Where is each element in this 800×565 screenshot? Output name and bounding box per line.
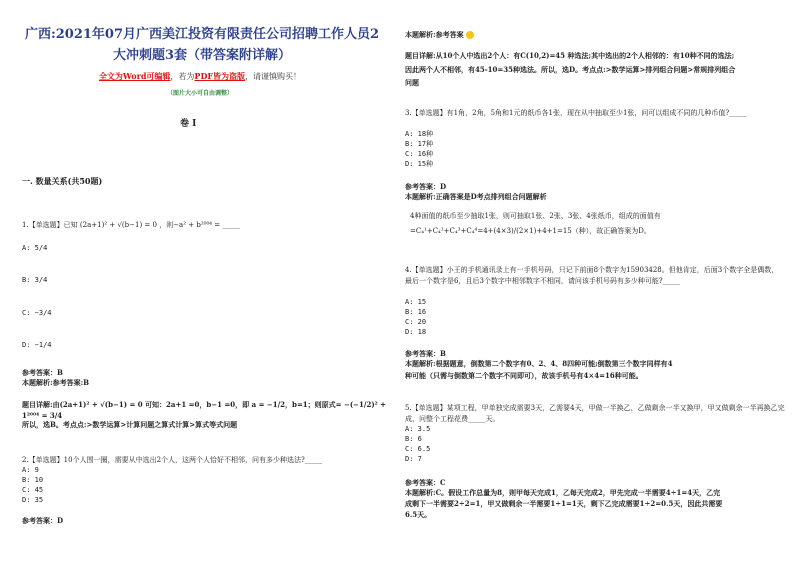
question-4-stem: 4.【单选题】小王的手机通讯录上有一手机号码，只记下前面8个数字为15903428。但他肯定，后面3个数字全是偶数，最后一个数字是6，且后3个数字中相邻数字不相同，请问该手机号码有多少种可能?_____: [405, 266, 779, 285]
q5-option-b: B: 6: [405, 435, 422, 443]
q4-option-c: C: 20: [405, 318, 427, 326]
q4-detail-1: 本题解析:根据题意，倒数第二个数字有0、2、4、8四种可能;倒数第三个数字同样有4: [405, 359, 673, 368]
q5-detail-2: 成剩下一半需要2÷2=1，甲又做剩余一半需要1÷1=1天，剩下乙完成需要1÷2=0.5天，因此共需要: [405, 499, 723, 508]
q1-formula: (2a+1)² + √(b−1) = 0: [79, 221, 157, 229]
image-size-note: （图片大小可自由调整）: [166, 90, 233, 97]
q3-option-b: B: 17种: [405, 140, 434, 148]
q2-detail-c: 问题: [405, 78, 419, 87]
q1-option-d: D: −1/4: [22, 341, 52, 349]
q1-option-b: B: 3/4: [22, 276, 48, 284]
q5-option-d: D: 7: [405, 455, 422, 463]
section-heading: 一. 数量关系(共50题): [22, 176, 103, 186]
q4-option-b: B: 16: [405, 308, 427, 316]
q1-tail: ，则−a² + b²⁰⁰⁴ = _____: [159, 221, 240, 229]
q3-option-d: D: 15种: [405, 160, 434, 168]
q4-detail-2: 种可能（只需与倒数第二个数字不同即可），故该手机号有4×4=16种可能。: [405, 371, 643, 380]
q1-detail-1: 题目详解:由(2a+1)² + √(b−1) = 0 可知：2a+1 =0，b−1 =0，即 a = −1/2，b=1；则原式= −(−1/2)² + 1²⁰⁰⁴ = 3/4: [22, 400, 387, 420]
question-1-stem: [22, 220, 382, 231]
q3-analysis: 本题解析:正确答案是D考点排列组合问题解析: [405, 192, 547, 201]
document-title: [22, 24, 382, 66]
title-line-2: 大冲刺题3套（带答案附详解）: [112, 48, 292, 63]
q2-analysis-label: 本题解析:参考答案: [405, 30, 464, 39]
q2-detail-b: 因此两个人不相邻，有45-10=35种选法。所以，选D。考点点:>数学运算>排列组合问题>常规排列组合: [405, 65, 736, 74]
q3-explain-1: 4种面值的纸币至少抽取1张，则可抽取1张、2张、3张、4张纸币，组成的面值有: [410, 212, 661, 220]
q2-detail-a: 题目详解:从10个人中选出2个人：有C(10,2)=45 种选法;其中选出的2个人相邻的：有10种不同的选法;: [405, 51, 735, 60]
title-line-1: 广西:2021年07月广西美江投资有限责任公司招聘工作人员2: [24, 27, 380, 42]
q5-option-c: C: 6.5: [405, 445, 431, 453]
q1-analysis: 本题解析:参考答案:B: [22, 378, 90, 387]
q2-option-a: A: 9: [22, 466, 39, 474]
notice-pdf-pirated: PDF皆为盗版: [194, 71, 246, 81]
q5-detail-3: 6.5天。: [405, 510, 432, 519]
q4-answer: 参考答案：B: [405, 349, 446, 358]
q2-option-c: C: 45: [22, 486, 44, 494]
edit-notice: [50, 70, 350, 83]
q1-answer: 参考答案：B: [22, 368, 63, 377]
volume-heading: 卷 I: [180, 119, 197, 129]
q4-option-a: A: 15: [405, 298, 427, 306]
q5-option-a: A: 3.5: [405, 425, 431, 433]
smiley-icon: [466, 31, 474, 39]
q1-detail-2: 所以，选B。考点点:>数学运算>计算问题之算式计算>算式等式问题: [22, 420, 238, 429]
q4-option-d: D: 18: [405, 328, 427, 336]
notice-mid: ，若为: [170, 72, 195, 81]
q3-answer: 参考答案：D: [405, 182, 447, 191]
notice-word-editable: 全文为Word可编辑: [98, 71, 171, 81]
q3-option-a: A: 18种: [405, 130, 434, 138]
question-3-stem: 3.【单选题】有1角，2角，5角和1元的纸币各1张，现在从中抽取至少1张，问可以组成不同的几种币值?_____: [405, 109, 747, 117]
q5-detail-1: 本题解析:C。假设工作总量为8，则甲每天完成1，乙每天完成2，甲先完成一半需要4÷1=4天，乙完: [405, 488, 721, 497]
q5-answer: 参考答案：C: [405, 478, 446, 487]
q1-option-c: C: −3/4: [22, 309, 52, 317]
q2-analysis: [405, 30, 474, 41]
q3-explain-2: =C₄¹+C₄²+C₄³+C₄⁴=4+(4×3)/(2×1)+4+1=15（种），故正确答案为D。: [410, 227, 651, 235]
q3-option-c: C: 16种: [405, 150, 434, 158]
q1-stem: 1.【单选题】已知: [22, 221, 78, 229]
q2-option-d: D: 35: [22, 496, 44, 504]
question-2-stem: 2.【单选题】10个人围一圈，需要从中选出2个人，这两个人恰好不相邻，问有多少种选法?_____: [22, 456, 323, 464]
notice-end: ，请谨慎购买！: [245, 72, 302, 81]
question-5-stem: 5.【单选题】某项工程，甲单独完成需要3天，乙需要4天，甲做一半换乙，乙做剩余一半又换甲，甲又做剩余一半再换乙完成，问整个工程花费_____天。: [405, 404, 785, 423]
q1-option-a: A: 5/4: [22, 244, 48, 252]
q2-option-b: B: 10: [22, 476, 44, 484]
q2-answer: 参考答案：D: [22, 516, 64, 525]
